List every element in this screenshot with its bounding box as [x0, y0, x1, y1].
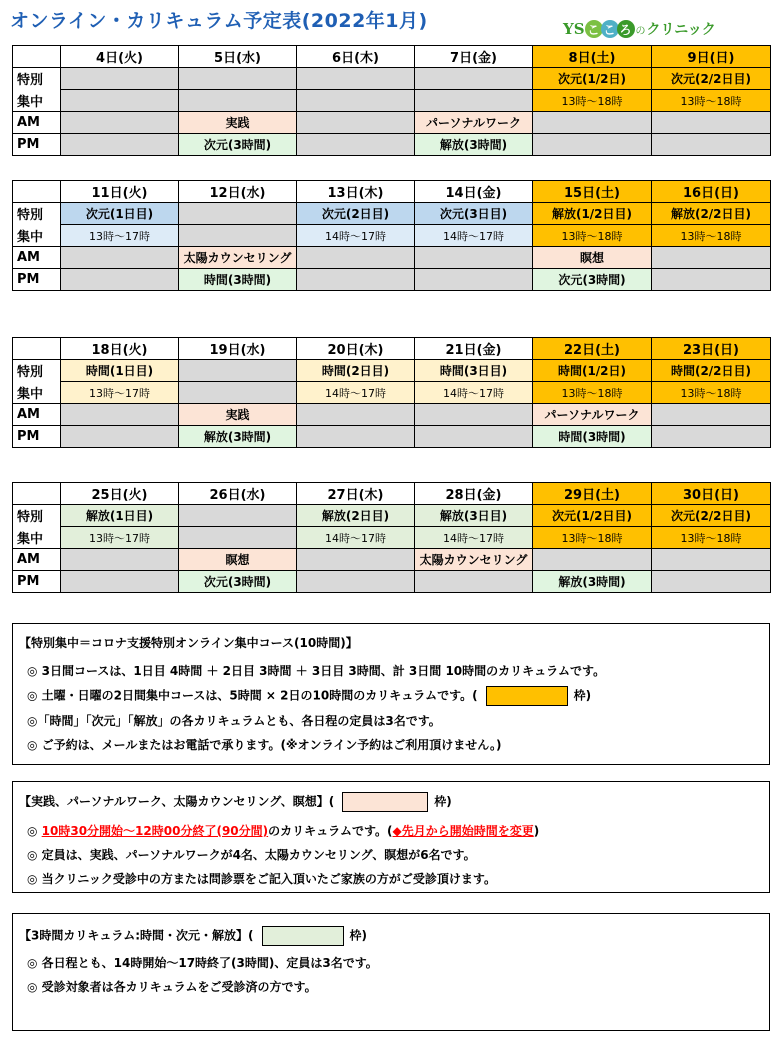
pm-label: PM	[13, 571, 61, 593]
special-course-cell: 次元(3日目)	[415, 203, 533, 225]
notice-text: 枠)	[434, 794, 452, 809]
day-header: 6日(木)	[297, 46, 415, 68]
day-header: 9日(日)	[652, 46, 771, 68]
day-header: 27日(木)	[297, 483, 415, 505]
day-header: 18日(火)	[61, 338, 179, 360]
time-row	[13, 382, 771, 404]
am-cell	[61, 112, 179, 134]
pm-cell: 解放(3時間)	[179, 426, 297, 448]
pm-cell	[61, 269, 179, 291]
time-cell: 13時～17時	[61, 527, 179, 549]
pm-cell	[415, 571, 533, 593]
am-cell: 瞑想	[179, 549, 297, 571]
time-row	[13, 90, 771, 112]
day-header: 22日(土)	[533, 338, 652, 360]
time-cell	[297, 90, 415, 112]
notice-text: ◎	[27, 824, 42, 838]
am-cell: 瞑想	[533, 247, 652, 269]
day-header: 16日(日)	[652, 181, 771, 203]
pm-cell	[652, 571, 771, 593]
day-header: 19日(水)	[179, 338, 297, 360]
notice-text: 【3時間カリキュラム:時間・次元・解放】(	[19, 928, 254, 943]
time-cell: 13時～18時	[652, 382, 771, 404]
special-course-cell	[179, 203, 297, 225]
am-cell: 実践	[179, 112, 297, 134]
notice-text: 枠)	[573, 688, 592, 703]
special-label: 特別	[13, 505, 61, 527]
time-cell: 13時～18時	[652, 527, 771, 549]
pm-cell	[533, 134, 652, 156]
notice-line: ◎ 定員は、実践、パーソナルワークが4名、太陽カウンセリング、瞑想が6名です。	[27, 848, 476, 862]
special-course-cell: 次元(2/2日目)	[652, 68, 771, 90]
notice-red-text: 10時30分開始～12時00分終了(90分間)	[41, 824, 269, 838]
special-course-cell: 解放(1日目)	[61, 505, 179, 527]
day-header: 28日(金)	[415, 483, 533, 505]
special-course-cell: 解放(1/2日目)	[533, 203, 652, 225]
pm-cell	[297, 134, 415, 156]
pm-label: PM	[13, 426, 61, 448]
day-header: 23日(日)	[652, 338, 771, 360]
special-course-cell	[179, 68, 297, 90]
am-cell	[652, 404, 771, 426]
time-cell: 14時～17時	[297, 225, 415, 247]
notice-line: ◎「時間」「次元」「解放」の各カリキュラムとも、各日程の定員は3名です。	[27, 714, 441, 728]
am-cell	[415, 404, 533, 426]
special-course-cell	[179, 360, 297, 382]
header-row	[13, 338, 771, 360]
notice-line: ◎ 当クリニック受診中の方または問診票をご記入頂いたご家族の方がご受診頂けます。	[27, 872, 496, 886]
header-row	[13, 483, 771, 505]
notice-red-text: ◆先月から開始時間を変更	[392, 824, 534, 838]
day-header: 13日(木)	[297, 181, 415, 203]
am-row	[13, 549, 771, 571]
special-course-cell: 次元(2/2日目)	[652, 505, 771, 527]
pm-cell	[415, 269, 533, 291]
notice-line: ◎ ご予約は、メールまたはお電話で承ります。(※オンライン予約はご利用頂けません。)	[27, 738, 502, 752]
time-row	[13, 527, 771, 549]
time-cell	[415, 90, 533, 112]
special-course-cell: 次元(1日目)	[61, 203, 179, 225]
time-cell	[179, 225, 297, 247]
pm-cell	[61, 134, 179, 156]
special-row	[13, 68, 771, 90]
special-course-cell: 解放(2/2日目)	[652, 203, 771, 225]
pm-row	[13, 269, 771, 291]
three-hour-notice	[12, 913, 770, 1031]
logo-bubble-3: ろ	[617, 20, 635, 38]
special-course-cell	[61, 68, 179, 90]
special-label: 集中	[13, 90, 61, 112]
am-cell	[61, 549, 179, 571]
pm-cell	[297, 426, 415, 448]
special-course-cell: 次元(1/2日目)	[533, 505, 652, 527]
logo-no: の	[635, 25, 646, 37]
notice-line: ◎ 受診対象者は各カリキュラムをご受診済の方です。	[27, 980, 317, 994]
schedule-week-4	[12, 482, 771, 593]
am-cell	[415, 247, 533, 269]
am-label: AM	[13, 112, 61, 134]
time-cell: 13時～18時	[652, 90, 771, 112]
special-course-cell	[179, 505, 297, 527]
am-cell	[533, 549, 652, 571]
am-cell	[297, 247, 415, 269]
am-cell	[652, 247, 771, 269]
am-cell: 実践	[179, 404, 297, 426]
special-course-cell: 解放(2日目)	[297, 505, 415, 527]
time-cell: 14時～17時	[297, 382, 415, 404]
notice-text: ◎ 土曜・日曜の2日間集中コースは、5時間 × 2日の10時間のカリキュラムです。(	[27, 688, 478, 703]
am-cell	[297, 404, 415, 426]
notice-line	[27, 686, 591, 706]
special-course-cell: 次元(2日目)	[297, 203, 415, 225]
pm-cell	[297, 571, 415, 593]
time-cell: 13時～18時	[533, 527, 652, 549]
pm-cell: 次元(3時間)	[533, 269, 652, 291]
schedule-week-1	[12, 45, 771, 156]
schedule-week-2	[12, 180, 771, 291]
day-header: 15日(土)	[533, 181, 652, 203]
notice-line: ◎ 3日間コースは、1日目 4時間 ＋ 2日目 3時間 ＋ 3日目 3時間、計 3日間 10時間のカリキュラムです。	[27, 664, 606, 678]
time-row	[13, 225, 771, 247]
am-cell	[297, 112, 415, 134]
pm-row	[13, 134, 771, 156]
am-cell	[652, 549, 771, 571]
day-header: 12日(水)	[179, 181, 297, 203]
am-row	[13, 247, 771, 269]
am-cell: 太陽カウンセリング	[179, 247, 297, 269]
peach-swatch	[342, 792, 428, 812]
special-course-cell	[297, 68, 415, 90]
day-header: 25日(火)	[61, 483, 179, 505]
orange-swatch	[486, 686, 568, 706]
time-cell: 14時～17時	[415, 225, 533, 247]
notice-line: ◎ 各日程とも、14時開始～17時終了(3時間)、定員は3名です。	[27, 956, 378, 970]
logo-clinic: クリニック	[646, 22, 716, 38]
pm-cell	[61, 426, 179, 448]
pm-cell: 次元(3時間)	[179, 571, 297, 593]
corner-cell	[13, 181, 61, 203]
notice-heading	[19, 926, 367, 946]
am-cell	[61, 247, 179, 269]
pm-label: PM	[13, 269, 61, 291]
time-cell: 14時～17時	[297, 527, 415, 549]
day-header: 30日(日)	[652, 483, 771, 505]
pm-cell: 解放(3時間)	[533, 571, 652, 593]
day-header: 20日(木)	[297, 338, 415, 360]
am-label: AM	[13, 404, 61, 426]
day-header: 7日(金)	[415, 46, 533, 68]
pm-row	[13, 571, 771, 593]
header-row	[13, 181, 771, 203]
corner-cell	[13, 338, 61, 360]
corner-cell	[13, 46, 61, 68]
time-cell: 13時～17時	[61, 225, 179, 247]
special-course-cell: 時間(3日目)	[415, 360, 533, 382]
am-cell: パーソナルワーク	[533, 404, 652, 426]
time-cell	[179, 527, 297, 549]
notice-text: 【実践、パーソナルワーク、太陽カウンセリング、瞑想】(	[19, 794, 335, 809]
pm-cell	[297, 269, 415, 291]
special-course-cell: 時間(2日目)	[297, 360, 415, 382]
day-header: 11日(火)	[61, 181, 179, 203]
special-label: 集中	[13, 382, 61, 404]
pm-cell	[652, 426, 771, 448]
notice-heading: 【特別集中＝コロナ支援特別オンライン集中コース(10時間)】	[19, 636, 358, 650]
special-label: 集中	[13, 527, 61, 549]
notice-text: )	[533, 824, 540, 838]
special-course-cell	[415, 68, 533, 90]
time-cell: 14時～17時	[415, 382, 533, 404]
pm-cell: 次元(3時間)	[179, 134, 297, 156]
notice-text: 枠)	[349, 928, 368, 943]
special-row	[13, 360, 771, 382]
time-cell: 14時～17時	[415, 527, 533, 549]
pm-label: PM	[13, 134, 61, 156]
am-cell	[61, 404, 179, 426]
special-course-cell: 解放(3日目)	[415, 505, 533, 527]
day-header: 14日(金)	[415, 181, 533, 203]
day-header: 8日(土)	[533, 46, 652, 68]
special-label: 特別	[13, 203, 61, 225]
pm-cell	[415, 426, 533, 448]
special-course-cell: 次元(1/2日)	[533, 68, 652, 90]
am-row	[13, 404, 771, 426]
header-row	[13, 46, 771, 68]
day-header: 26日(水)	[179, 483, 297, 505]
time-cell: 13時～18時	[533, 382, 652, 404]
special-label: 集中	[13, 225, 61, 247]
am-cell	[297, 549, 415, 571]
day-header: 21日(金)	[415, 338, 533, 360]
time-cell	[179, 90, 297, 112]
special-label: 特別	[13, 68, 61, 90]
pm-row	[13, 426, 771, 448]
am-label: AM	[13, 247, 61, 269]
special-course-notice	[12, 623, 770, 765]
time-cell	[61, 90, 179, 112]
practice-notice	[12, 781, 770, 893]
am-cell	[533, 112, 652, 134]
green-swatch	[262, 926, 344, 946]
pm-cell	[652, 134, 771, 156]
am-cell: パーソナルワーク	[415, 112, 533, 134]
pm-cell: 時間(3時間)	[179, 269, 297, 291]
pm-cell: 時間(3時間)	[533, 426, 652, 448]
special-row	[13, 203, 771, 225]
notice-line	[27, 822, 539, 839]
am-cell: 太陽カウンセリング	[415, 549, 533, 571]
day-header: 29日(土)	[533, 483, 652, 505]
time-cell	[179, 382, 297, 404]
time-cell: 13時～18時	[533, 90, 652, 112]
special-label: 特別	[13, 360, 61, 382]
special-course-cell: 時間(1日目)	[61, 360, 179, 382]
pm-cell	[652, 269, 771, 291]
am-row	[13, 112, 771, 134]
time-cell: 13時～18時	[652, 225, 771, 247]
day-header: 4日(火)	[61, 46, 179, 68]
special-course-cell: 時間(1/2日)	[533, 360, 652, 382]
notice-text: のカリキュラムです。(	[268, 824, 393, 838]
logo-bubble-2: こ	[601, 20, 619, 38]
special-course-cell: 時間(2/2日目)	[652, 360, 771, 382]
pm-cell	[61, 571, 179, 593]
special-row	[13, 505, 771, 527]
am-label: AM	[13, 549, 61, 571]
day-header: 5日(水)	[179, 46, 297, 68]
pm-cell: 解放(3時間)	[415, 134, 533, 156]
corner-cell	[13, 483, 61, 505]
clinic-logo	[563, 16, 716, 42]
schedule-week-3	[12, 337, 771, 448]
time-cell: 13時～18時	[533, 225, 652, 247]
page-title: オンライン・カリキュラム予定表(2022年1月)	[10, 10, 428, 32]
time-cell: 13時～17時	[61, 382, 179, 404]
logo-bubble-1: こ	[585, 20, 603, 38]
am-cell	[652, 112, 771, 134]
notice-heading	[19, 792, 452, 812]
logo-bubbles	[587, 20, 635, 38]
logo-ys: YS	[563, 20, 585, 38]
